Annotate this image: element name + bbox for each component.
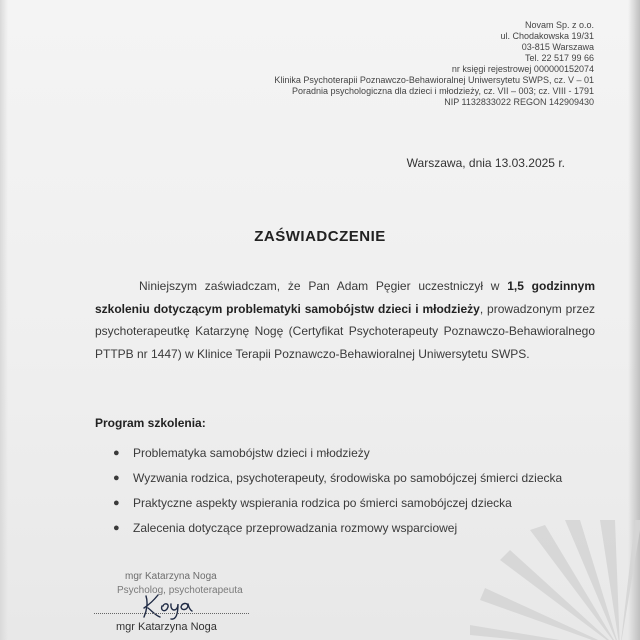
page-edge-shadow-left	[0, 0, 8, 640]
list-item: ● Problematyka samobójstw dzieci i młodzieży	[113, 446, 370, 460]
body-intro: Niniejszym zaświadczam, że Pan Adam Pęgier uczestniczył w	[139, 279, 508, 293]
signatory-name: mgr Katarzyna Noga	[116, 621, 217, 633]
bullet-icon: ●	[113, 522, 120, 534]
company-clinic-2: Poradnia psychologiczna dla dzieci i młodzieży, cz. VII – 003; cz. VIII - 1791	[292, 86, 594, 96]
stamp-name: mgr Katarzyna Noga	[125, 571, 217, 582]
program-list	[113, 444, 596, 544]
list-item: ● Zalecenia dotyczące przeprowadzania rozmowy wsparciowej	[113, 521, 458, 535]
document-title: ZAŚWIADCZENIE	[254, 228, 386, 245]
program-title: Program szkolenia:	[95, 416, 206, 430]
certificate-body	[95, 275, 595, 365]
bullet-icon: ●	[113, 472, 120, 484]
stamp-role: Psycholog, psychoterapeuta	[117, 585, 243, 596]
company-header	[274, 20, 594, 108]
company-name: Novam Sp. z o.o.	[524, 20, 594, 30]
company-street: ul. Chodakowska 19/31	[500, 31, 594, 41]
bullet-icon: ●	[113, 497, 120, 509]
signature-line	[94, 613, 249, 614]
list-item: ● Wyzwania rodzica, psychoterapeuty, środowiska po samobójczej śmierci dziecka	[113, 471, 563, 485]
company-clinic: Klinika Psychoterapii Poznawczo-Behawioralnej Uniwersytetu SWPS, cz. V – 01	[274, 75, 594, 85]
handwritten-signature	[140, 592, 210, 620]
list-item: ● Praktyczne aspekty wspierania rodzica po śmierci samobójczej dziecka	[113, 496, 512, 510]
company-registry: nr księgi rejestrowej 000000152074	[451, 64, 594, 74]
place-date: Warszawa, dnia 13.03.2025 r.	[406, 156, 565, 170]
company-city: 03-815 Warszawa	[521, 42, 594, 52]
company-tax-ids: NIP 1132833022 REGON 142909430	[444, 97, 594, 107]
body-rest: , prowadzonym przez psychoterapeutkę Katarzynę Nogę (Certyfikat Psychoterapeuty Poznawczo-Behawioralnego PTTPB nr 1447) w Klinice Terapii Poznawczo-Behawioralnej Uniwersytetu SWPS.	[95, 301, 595, 361]
company-phone: Tel. 22 517 99 66	[524, 53, 594, 63]
body-bold: 1,5 godzinnym szkoleniu dotyczącym problematyki samobójstw dzieci i młodzieży	[95, 279, 596, 316]
bullet-icon: ●	[113, 447, 120, 459]
